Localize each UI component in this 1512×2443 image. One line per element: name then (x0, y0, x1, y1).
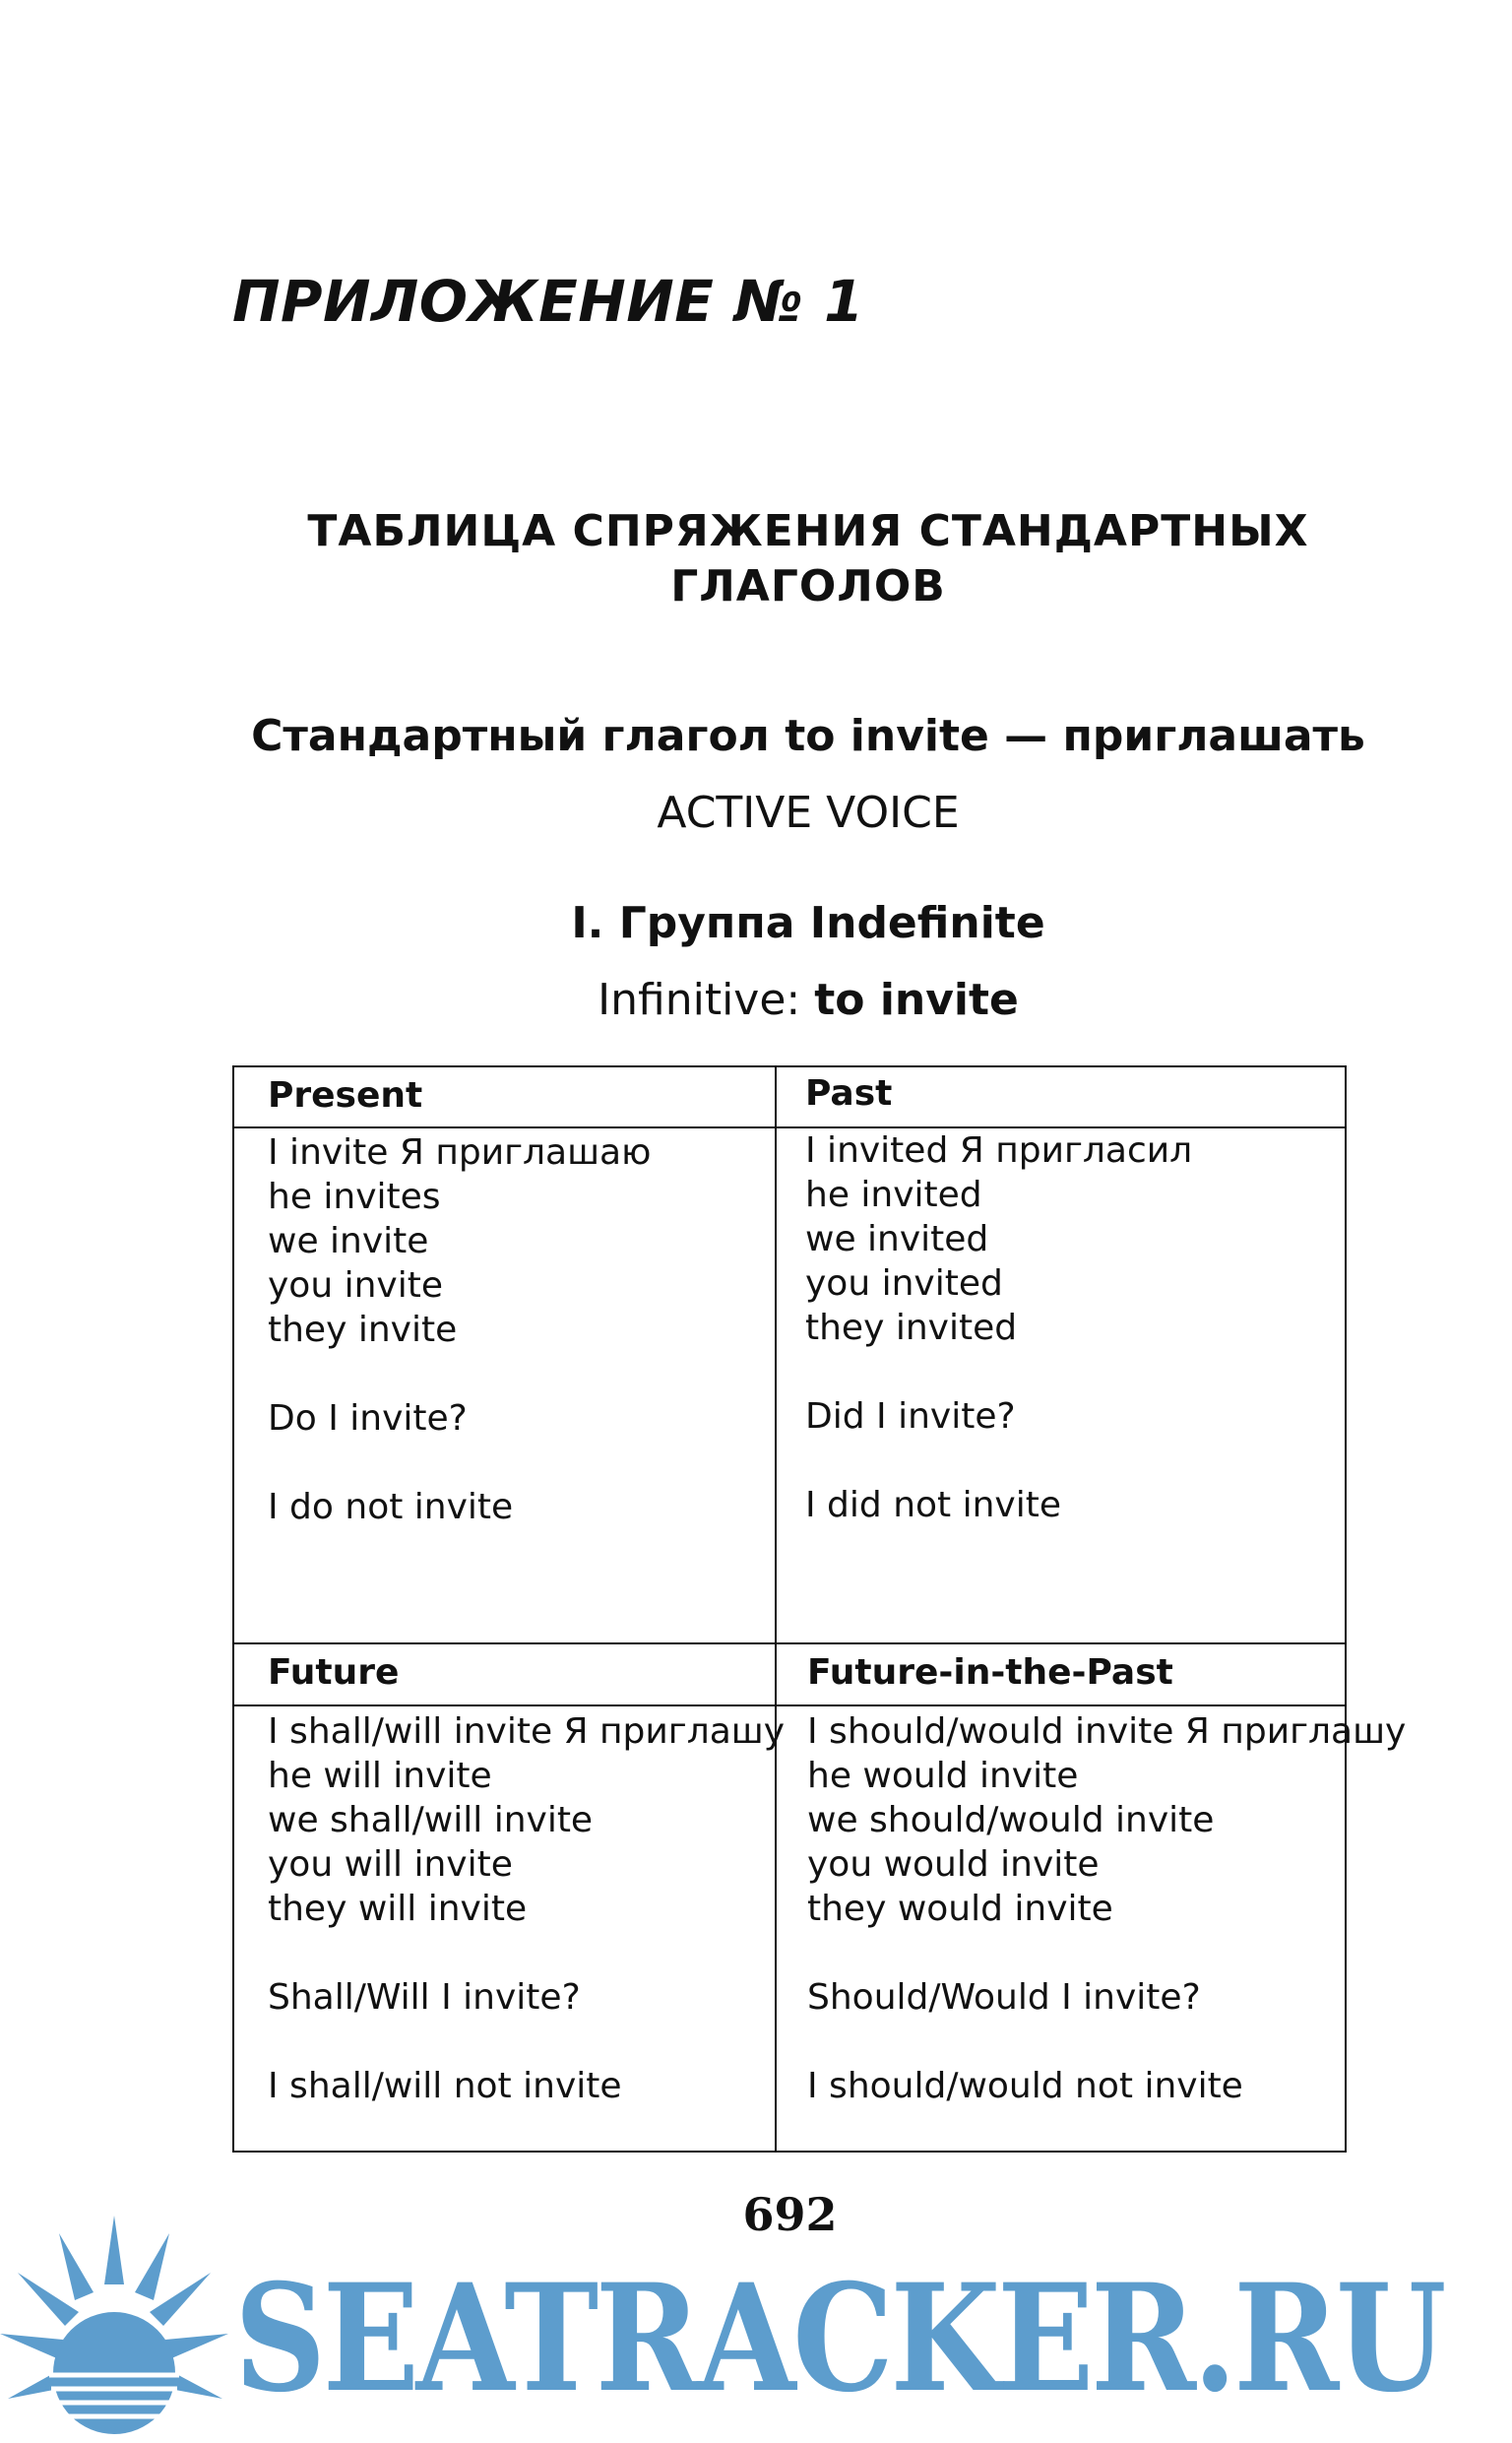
future-in-the-past-form: you would invite (807, 1844, 1100, 1885)
table-title (0, 504, 1512, 614)
page-number: 692 (742, 2188, 838, 2241)
infinitive-label: Infinitive: (598, 975, 801, 1025)
present-header: Present (268, 1075, 423, 1116)
past-form: you invited (805, 1263, 1003, 1304)
future-in-the-past-form: I should/would invite Я приглашу (807, 1711, 1407, 1752)
present-form: we invite (268, 1221, 429, 1261)
infinitive-value: to invite (814, 975, 1019, 1025)
future-cell (268, 1709, 785, 2108)
watermark-text: SEATRACKER.RU (234, 2252, 1444, 2425)
present-form: they invite (268, 1310, 458, 1350)
present-cell (268, 1130, 651, 1529)
sun-logo-icon (0, 2216, 236, 2443)
infinitive-line (0, 975, 1512, 1025)
future-negative: I shall/will not invite (268, 2066, 622, 2106)
table-title-line-1: ТАБЛИЦА СПРЯЖЕНИЯ СТАНДАРТНЫХ (307, 506, 1309, 556)
future-in-the-past-negative: I should/would not invite (807, 2066, 1243, 2106)
present-form: you invite (268, 1265, 443, 1306)
future-form: I shall/will invite Я приглашу (268, 1711, 786, 1752)
future-in-the-past-form: we should/would invite (807, 1800, 1215, 1840)
past-form: I invited Я пригласил (805, 1130, 1193, 1171)
verb-heading: Стандартный глагол to invite — приглашать (251, 711, 1365, 761)
future-form: you will invite (268, 1844, 513, 1885)
past-question: Did I invite? (805, 1396, 1016, 1437)
present-question: Do I invite? (268, 1398, 468, 1439)
voice-label: ACTIVE VOICE (657, 788, 960, 838)
past-form: we invited (805, 1219, 989, 1259)
future-in-the-past-question: Should/Would I invite? (807, 1977, 1201, 2018)
future-form: he will invite (268, 1756, 492, 1796)
table-title-line-2: ГЛАГОЛОВ (670, 561, 946, 611)
table-divider-middle (234, 1642, 1345, 1644)
past-header: Past (805, 1073, 893, 1114)
future-in-the-past-header: Future-in-the-Past (807, 1652, 1173, 1693)
present-negative: I do not invite (268, 1487, 514, 1527)
past-form: he invited (805, 1175, 982, 1215)
present-form: he invites (268, 1177, 441, 1217)
future-in-the-past-form: they would invite (807, 1889, 1113, 1929)
conjugation-table (232, 1065, 1407, 2153)
future-in-the-past-cell (807, 1709, 1406, 2108)
appendix-title: ПРИЛОЖЕНИЕ № 1 (232, 268, 864, 335)
future-in-the-past-form: he would invite (807, 1756, 1079, 1796)
future-question: Shall/Will I invite? (268, 1977, 581, 2018)
present-form: I invite Я приглашаю (268, 1132, 652, 1173)
future-header: Future (268, 1652, 400, 1693)
future-form: we shall/will invite (268, 1800, 594, 1840)
table-divider-header-bottom (234, 1704, 1345, 1706)
past-negative: I did not invite (805, 1485, 1061, 1525)
past-form: they invited (805, 1308, 1018, 1348)
future-form: they will invite (268, 1889, 528, 1929)
past-cell (805, 1128, 1192, 1527)
group-heading: I. Группа Indefinite (571, 898, 1045, 948)
